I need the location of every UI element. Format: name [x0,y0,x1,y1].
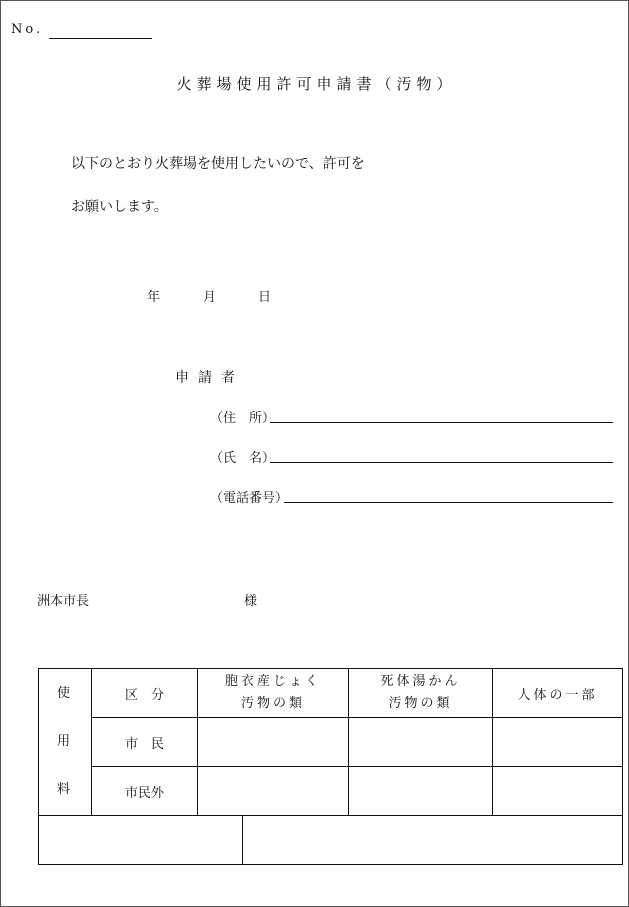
body-part-header: 人体の一部 [493,669,623,718]
address-field[interactable] [270,422,613,423]
name-field[interactable] [270,462,613,463]
date-month-label: 月 [203,290,217,305]
table-row [39,767,623,816]
request-text-line-1: 以下のとおり火葬場を使用したいので、許可を [71,156,365,172]
header-line: 汚物の類 [241,696,306,711]
fee-cell[interactable] [349,718,493,767]
addressee-label: 洲本市長 [37,594,90,609]
body-washing-waste-header [349,669,493,718]
footer-cell-left[interactable] [39,816,243,865]
address-label: （住 所） [210,411,276,426]
honorific-label: 様 [244,594,258,609]
document-number-label: No. [11,22,44,37]
name-label: （氏 名） [210,451,276,466]
row-label-nonresident: 市民外 [92,767,198,816]
table-footer-row [39,816,623,865]
date-day-label: 日 [258,290,272,305]
date-year-label: 年 [147,290,161,305]
applicant-heading: 申請者 [175,370,244,386]
side-label-gap [39,705,91,731]
fee-cell[interactable] [349,767,493,816]
header-line: 胞衣産じょく [225,674,322,689]
category-header: 区 分 [92,669,198,718]
form-title: 火葬場使用許可申請書（汚物） [176,75,457,93]
document-number-field[interactable] [49,38,152,39]
fee-cell[interactable] [493,718,623,767]
side-label-char: 使 [56,686,73,701]
placenta-waste-header [198,669,349,718]
side-label-char: 用 [56,734,73,749]
side-label-gap [39,753,91,779]
usage-fee-table [38,668,623,865]
row-label-resident: 市 民 [92,718,198,767]
header-line: 死体湯かん [380,674,461,689]
table-row [39,718,623,767]
fee-cell[interactable] [198,718,349,767]
phone-label: （電話番号） [210,491,289,506]
fee-cell[interactable] [493,767,623,816]
request-text-line-2: お願いします。 [71,199,168,215]
side-label-char: 料 [56,782,73,797]
phone-field[interactable] [284,502,613,503]
table-header-row [39,669,623,718]
fee-cell[interactable] [198,767,349,816]
usage-fee-side-label [39,669,92,816]
header-line: 汚物の類 [388,696,453,711]
footer-cell-right[interactable] [243,816,623,865]
